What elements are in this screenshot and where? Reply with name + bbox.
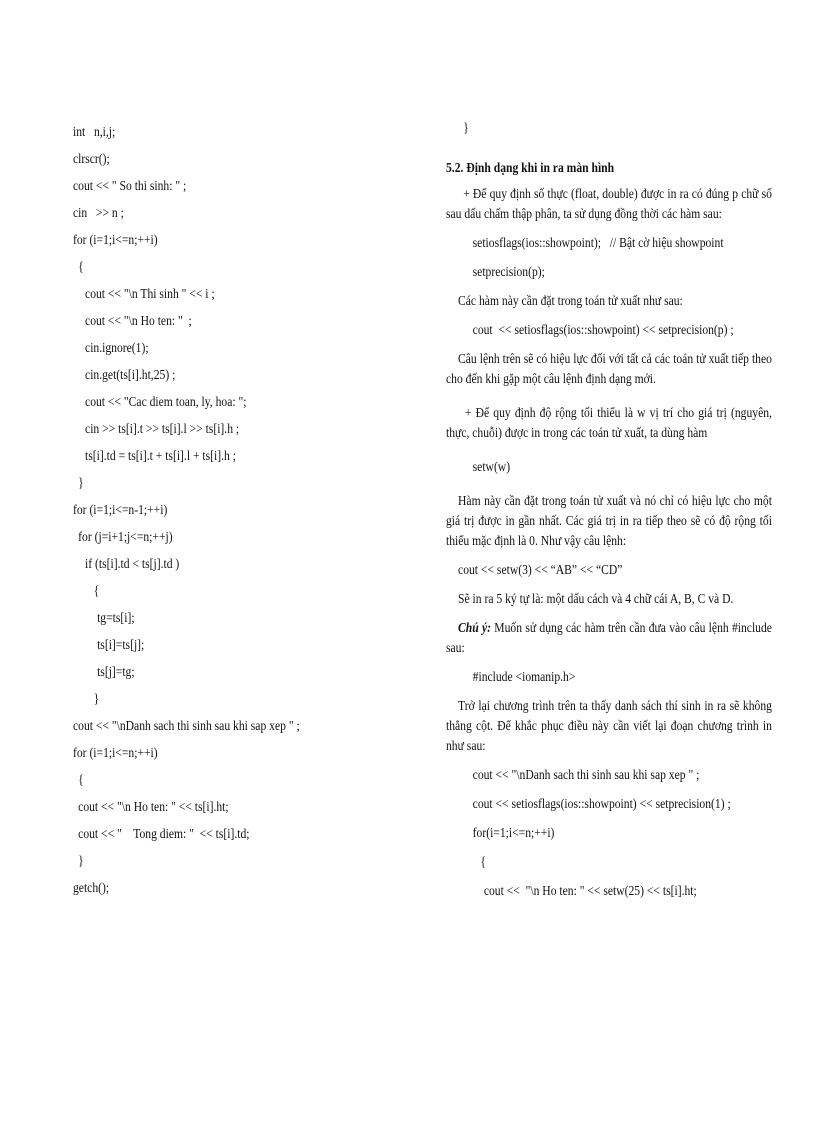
code-cout-setw-25: cout << "\n Ho ten: " << setw(25) << ts[i].ht; xyxy=(483,883,697,898)
code-line: if (ts[i].td < ts[j].td ) xyxy=(85,556,180,571)
code-cout-setprecision-1: cout << setiosflags(ios::showpoint) << setprecision(1) ; xyxy=(472,796,731,811)
code-line: int n,i,j; xyxy=(73,124,116,139)
right-text-column xyxy=(446,118,772,901)
paragraph-6: Sẽ in ra 5 ký tự là: một dấu cách và 4 chữ cái A, B, C và D. xyxy=(458,591,734,606)
code-setw: setw(w) xyxy=(472,459,511,474)
paragraph-7: Trở lại chương trình trên ta thấy danh sách thí sinh in ra sẽ không thẳng cột. Để khắc phục điều này cần viết lại đoạn chương trình in như sau: xyxy=(446,698,772,753)
code-line: clrscr(); xyxy=(73,151,110,166)
note-text: Muốn sử dụng các hàm trên cần đưa vào câu lệnh #include sau: xyxy=(446,620,772,655)
code-line: { xyxy=(78,259,84,274)
code-line: cout << "Cac diem toan, ly, hoa: "; xyxy=(85,394,247,409)
paragraph-3: Câu lệnh trên sẽ có hiệu lực đối với tất cả các toán tử xuất tiếp theo cho đến khi gặp một câu lệnh định dạng mới. xyxy=(446,351,772,386)
code-line: ts[j]=tg; xyxy=(97,664,135,679)
code-line: ts[i]=ts[j]; xyxy=(97,637,145,652)
code-line: { xyxy=(93,583,100,598)
code-line: cout << "\n Ho ten: " << ts[i].ht; xyxy=(78,799,229,814)
closing-brace: } xyxy=(463,120,469,135)
code-include: #include <iomanip.h> xyxy=(472,669,576,684)
code-setiosflags: setiosflags(ios::showpoint); // Bật cờ hiệu showpoint xyxy=(472,235,724,250)
code-for-loop: for(i=1;i<=n;++i) xyxy=(472,825,555,840)
code-line: cout << " Tong diem: " << ts[i].td; xyxy=(78,826,250,841)
code-cout-setw: cout << setw(3) << “AB” << “CD” xyxy=(458,562,623,577)
paragraph-4: + Để quy định độ rộng tối thiểu là w vị trí cho giá trị (nguyên, thực, chuỗi) được in trong các toán tử xuất, ta dùng hàm xyxy=(446,405,772,440)
code-line: cout << "\nDanh sach thi sinh sau khi sap xep " ; xyxy=(73,718,300,733)
note-label: Chú ý: xyxy=(458,620,492,635)
code-setprecision: setprecision(p); xyxy=(472,264,545,279)
code-line: cout << " So thi sinh: " ; xyxy=(73,178,187,193)
code-line: for (i=1;i<=n;++i) xyxy=(73,745,158,760)
code-line: ts[i].td = ts[i].t + ts[i].l + ts[i].h ; xyxy=(85,448,236,463)
section-heading: 5.2. Định dạng khi in ra màn hình xyxy=(446,160,615,175)
code-cout-danh-sach: cout << "\nDanh sach thi sinh sau khi sap xep " ; xyxy=(472,767,700,782)
code-line: getch(); xyxy=(73,880,110,895)
code-line: } xyxy=(78,475,84,490)
left-code-column xyxy=(73,118,413,901)
code-line: for (i=1;i<=n;++i) xyxy=(73,232,158,247)
paragraph-1: + Để quy định số thực (float, double) được in ra có đúng p chữ số sau dấu chấm thập phân, ta sử dụng đồng thời các hàm sau: xyxy=(446,186,772,221)
note-paragraph xyxy=(446,618,772,658)
code-line: cin >> n ; xyxy=(73,205,124,220)
code-cout-setprecision: cout << setiosflags(ios::showpoint) << setprecision(p) ; xyxy=(472,322,734,337)
code-line: cin.get(ts[i].ht,25) ; xyxy=(85,367,176,382)
code-line: cin >> ts[i].t >> ts[i].l >> ts[i].h ; xyxy=(85,421,240,436)
code-line: cin.ignore(1); xyxy=(85,340,149,355)
paragraph-2: Các hàm này cần đặt trong toán tử xuất như sau: xyxy=(458,293,683,308)
code-line: for (j=i+1;j<=n;++j) xyxy=(78,529,173,544)
code-line: { xyxy=(78,772,84,787)
code-line: for (i=1;i<=n-1;++i) xyxy=(73,502,168,517)
code-line: cout << "\n Ho ten: " ; xyxy=(85,313,192,328)
code-line: tg=ts[i]; xyxy=(97,610,135,625)
code-line: } xyxy=(78,853,84,868)
code-open-brace: { xyxy=(480,854,486,869)
code-line: } xyxy=(93,691,100,706)
code-line: cout << "\n Thi sinh " << i ; xyxy=(85,286,215,301)
paragraph-5: Hàm này cần đặt trong toán tử xuất và nó chỉ có hiệu lực cho một giá trị được in gần nhất. Các giá trị in ra tiếp theo sẽ có độ rộng tối thiểu mặc định là 0. Như vậy câu lệnh: xyxy=(446,493,772,548)
